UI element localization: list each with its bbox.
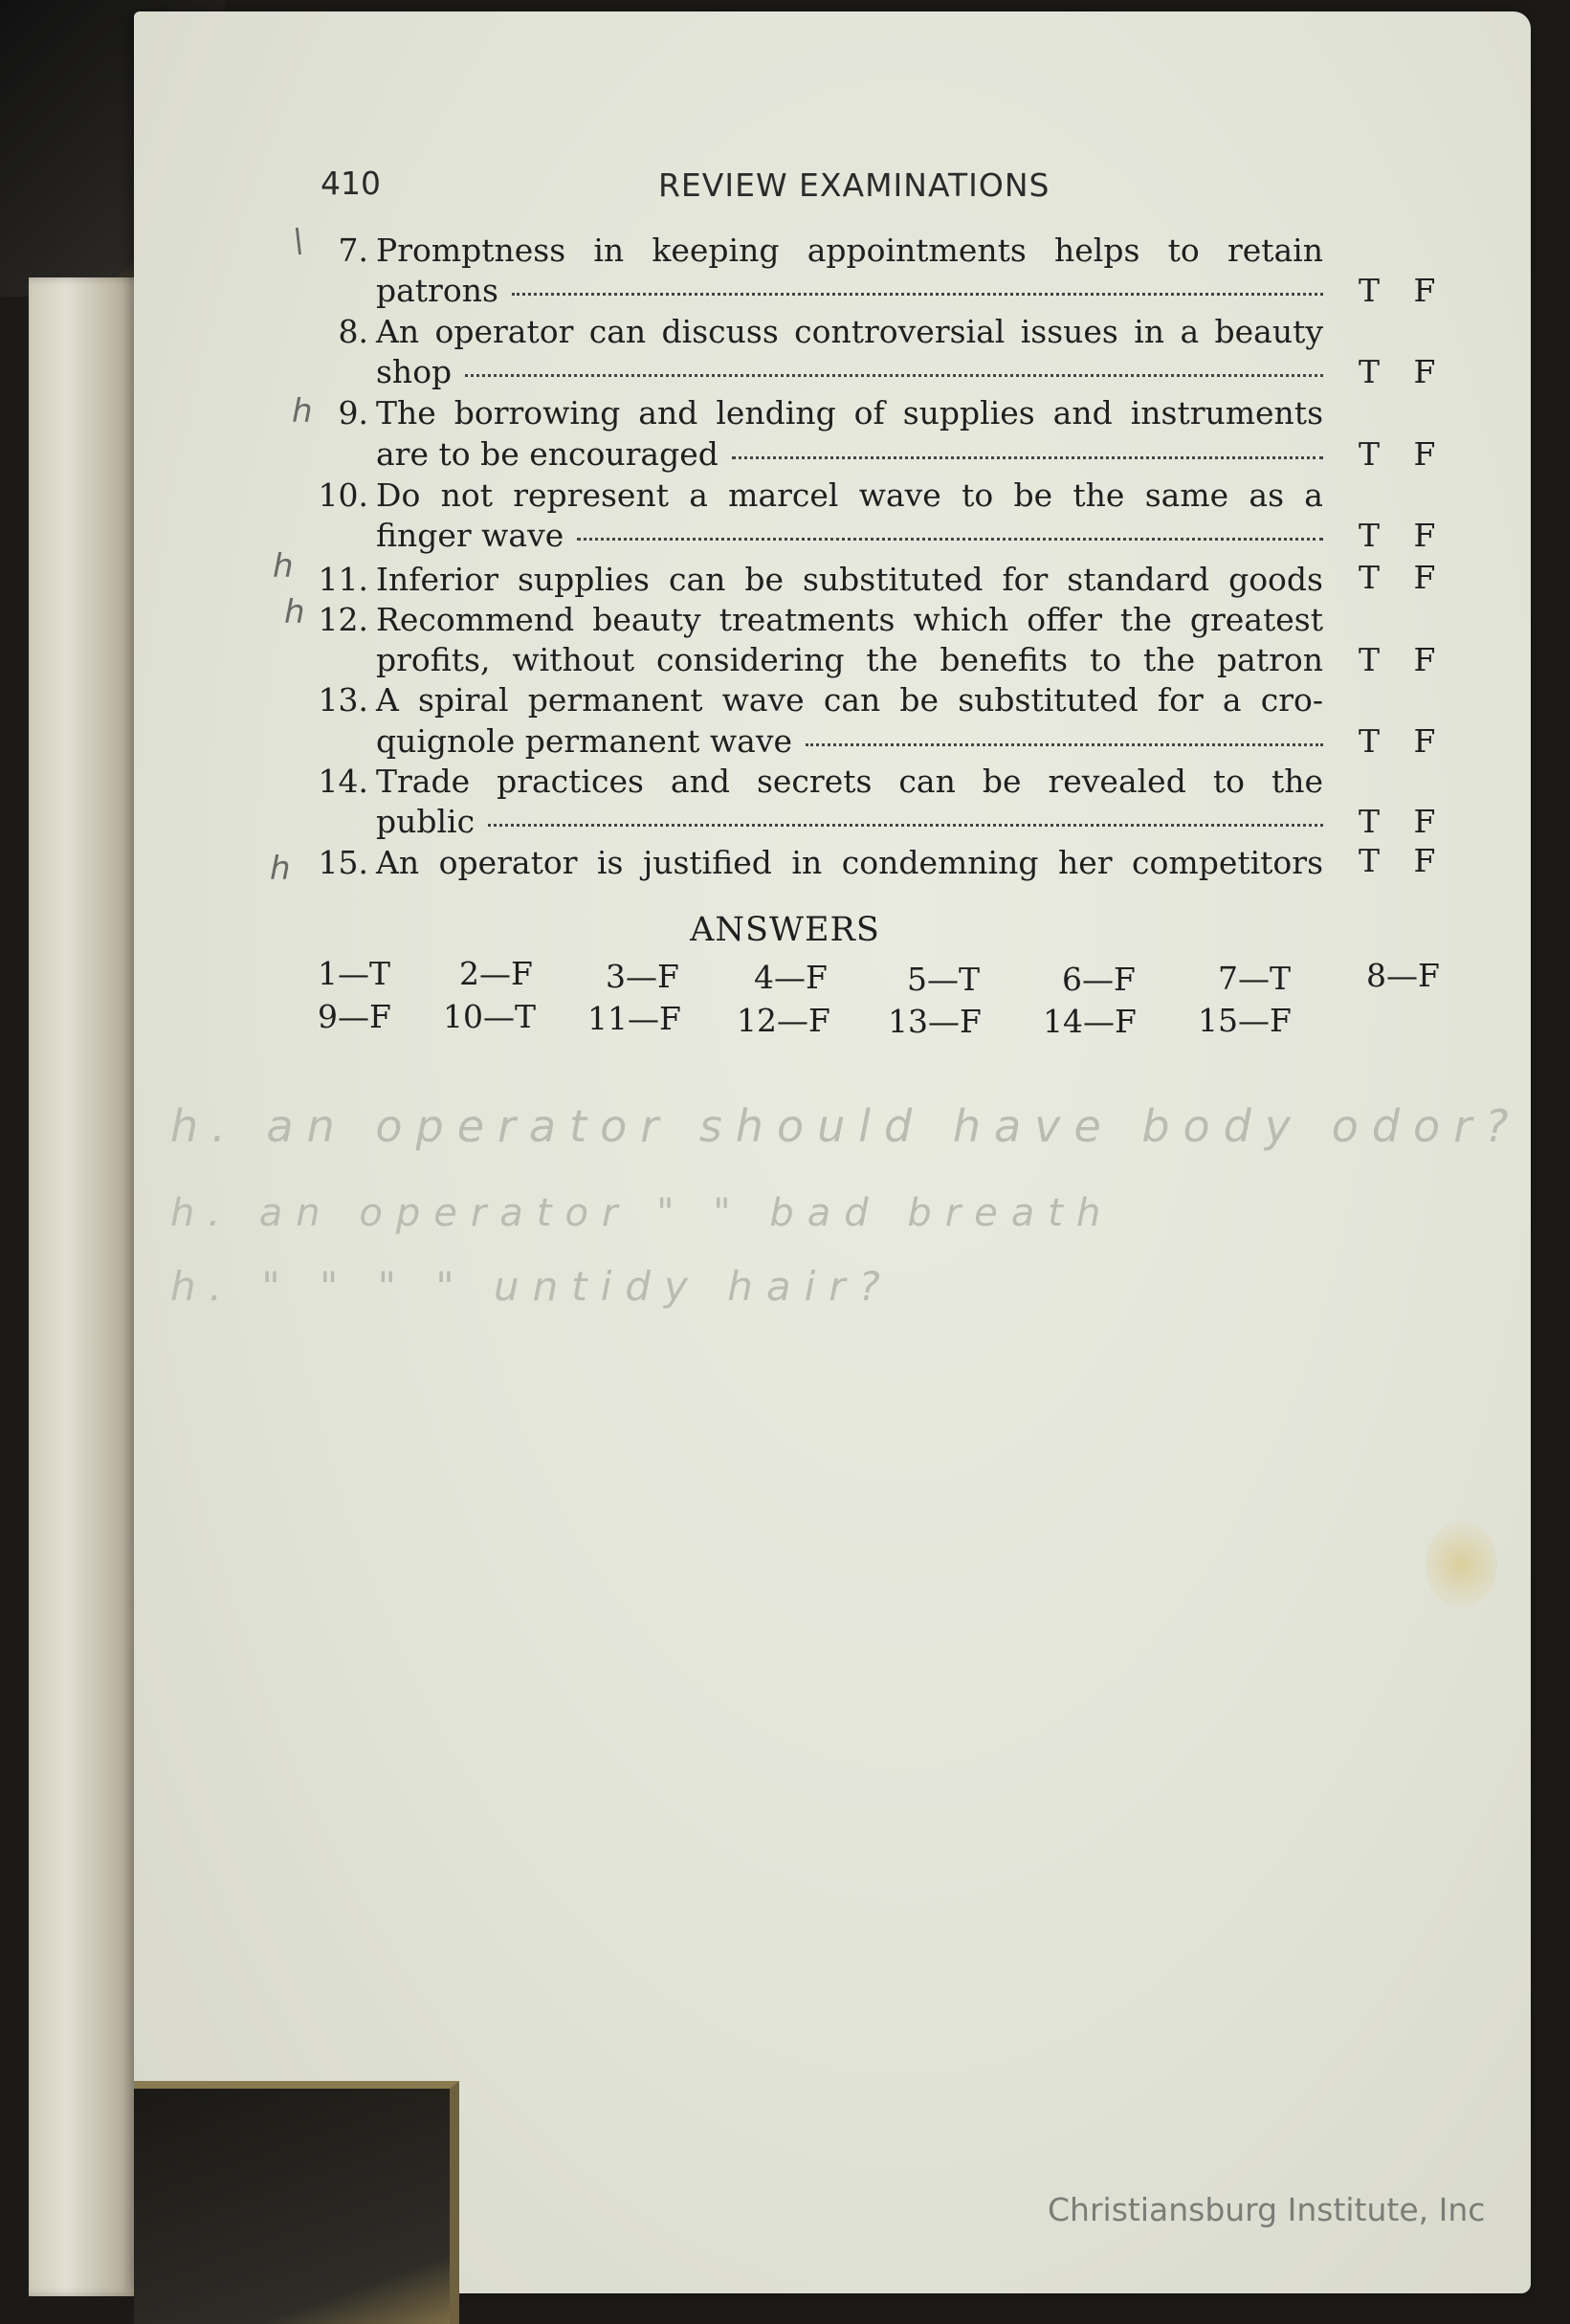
answer-item: 13—F (888, 1003, 982, 1040)
running-head: REVIEW EXAMINATIONS (658, 166, 1050, 204)
false-mark: F (1413, 722, 1436, 760)
question-number: 8. (338, 313, 368, 350)
page-number: 410 (321, 165, 381, 202)
question-text: Promptness in keeping appointments helps to retain (376, 232, 1323, 269)
question-text: The borrowing and lending of supplies and instruments (376, 394, 1323, 432)
question-text: Do not represent a marcel wave to be the same as a (376, 476, 1323, 514)
answer-item: 15—F (1198, 1002, 1292, 1039)
margin-check-mark: \ (293, 222, 304, 260)
question-text: profits, without considering the benefits to the patron (376, 641, 1323, 678)
answer-item: 3—F (606, 958, 679, 995)
question-number: 15. (318, 844, 368, 881)
answer-item: 14—F (1043, 1003, 1137, 1040)
answer-item: 2—F (459, 955, 533, 992)
false-mark: F (1413, 517, 1436, 554)
question-text-line: public (376, 803, 1323, 840)
question-text-line: patrons (376, 272, 1323, 309)
question-text: A spiral permanent wave can be substituted for a cro- (376, 681, 1323, 719)
answer-item: 5—T (907, 961, 981, 998)
question-text-line: quignole permanent wave (376, 722, 1323, 760)
question-text: Inferior supplies can be substituted for standard goods (376, 561, 1323, 598)
question-text-line: finger wave (376, 517, 1323, 554)
answer-item: 7—T (1218, 960, 1292, 997)
true-mark: T (1358, 803, 1380, 840)
question-number: 7. (338, 232, 368, 269)
question-text: Trade practices and secrets can be revealed to the (376, 763, 1323, 800)
true-mark: T (1358, 353, 1380, 390)
question-text: Recommend beauty treatments which offer the greatest (376, 601, 1323, 638)
question-number: 14. (318, 763, 368, 800)
margin-h-mark: h (273, 547, 294, 586)
question-text-line: are to be encouraged (376, 435, 1323, 473)
question-text-line: shop (376, 353, 1323, 390)
margin-h-mark: h (292, 392, 313, 431)
true-mark: T (1358, 722, 1380, 760)
false-mark: F (1413, 559, 1436, 596)
watermark: Christiansburg Institute, Inc (1048, 2191, 1486, 2228)
question-number: 12. (318, 601, 368, 638)
true-mark: T (1358, 517, 1380, 554)
question-number: 10. (318, 476, 368, 514)
question-number: 13. (318, 681, 368, 719)
book-cover-corner-bottom (134, 2081, 459, 2324)
answer-item: 6—F (1062, 961, 1136, 998)
handwritten-note: h. " " " " untidy hair? (170, 1263, 894, 1310)
false-mark: F (1413, 353, 1436, 390)
false-mark: F (1413, 435, 1436, 473)
true-mark: T (1358, 641, 1380, 678)
false-mark: F (1413, 272, 1436, 309)
answer-item: 8—F (1366, 957, 1440, 994)
margin-h-mark: h (270, 850, 291, 888)
true-mark: T (1358, 435, 1380, 473)
answer-item: 11—F (587, 1000, 681, 1037)
answer-item: 10—T (443, 998, 537, 1035)
question-text: An operator is justified in condemning her competitors (376, 844, 1323, 881)
true-mark: T (1358, 842, 1380, 879)
margin-h-mark: h (284, 593, 305, 631)
false-mark: F (1413, 803, 1436, 840)
false-mark: F (1413, 842, 1436, 879)
handwritten-note: h. an operator " " bad breath (170, 1191, 1115, 1235)
answers-heading: ANSWERS (690, 911, 880, 949)
true-mark: T (1358, 272, 1380, 309)
question-number: 11. (318, 561, 368, 598)
handwritten-note: h. an operator should have body odor? (170, 1100, 1522, 1152)
answer-item: 4—F (754, 959, 828, 996)
page-stain (1426, 1521, 1497, 1607)
true-mark: T (1358, 559, 1380, 596)
false-mark: F (1413, 641, 1436, 678)
answer-item: 12—F (737, 1002, 830, 1039)
answer-item: 9—F (318, 998, 391, 1035)
question-text: An operator can discuss controversial issues in a beauty (376, 313, 1323, 350)
question-number: 9. (338, 394, 368, 432)
answer-item: 1—T (318, 955, 391, 992)
